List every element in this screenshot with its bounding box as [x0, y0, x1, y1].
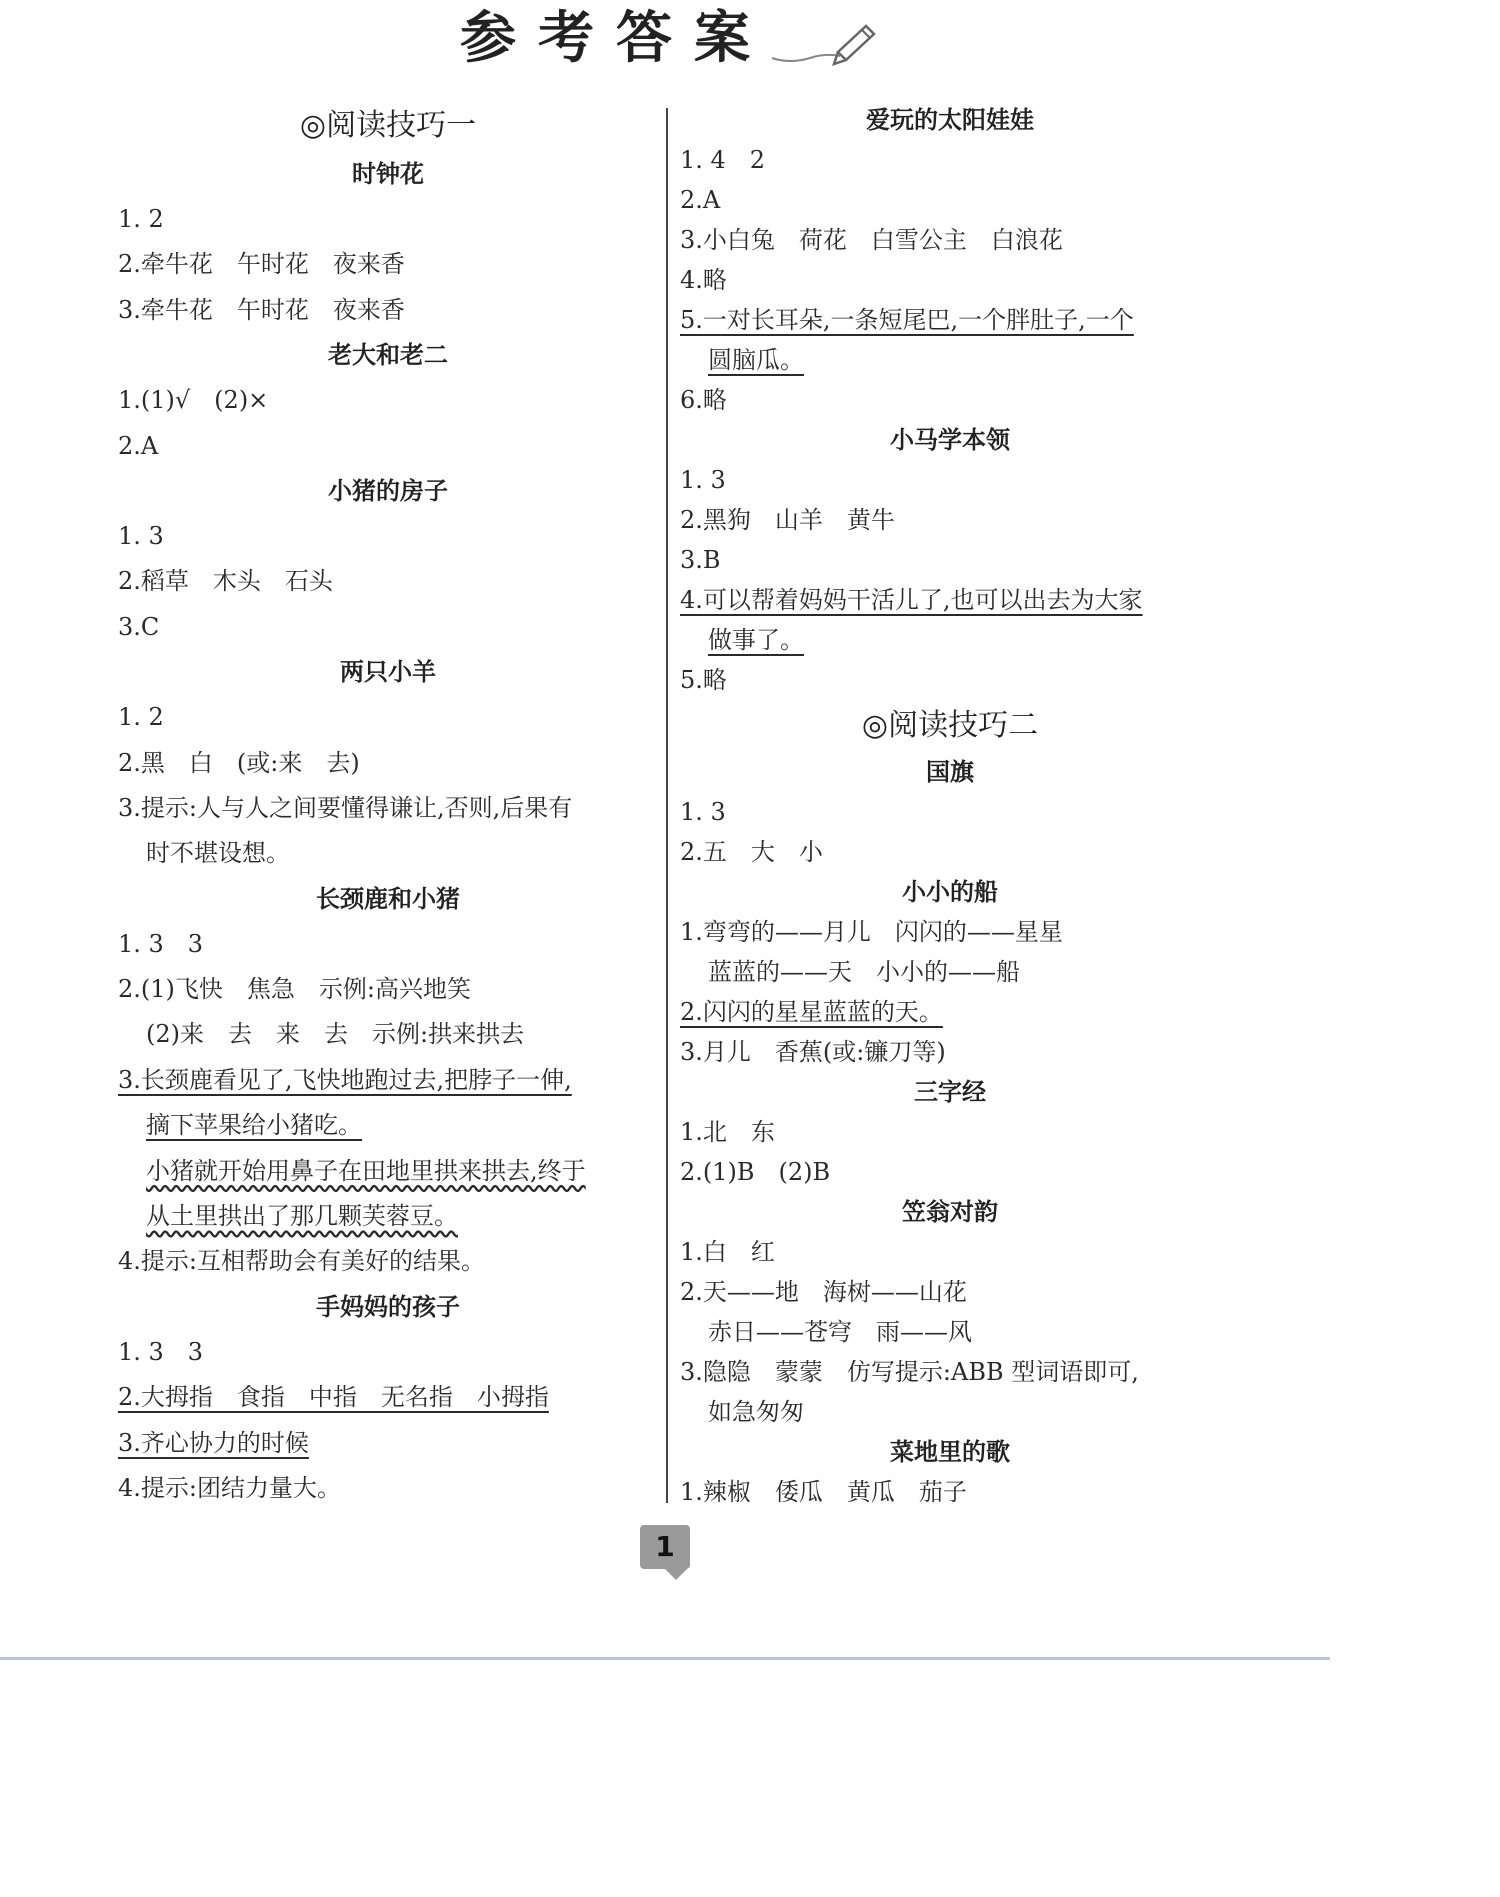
answer-line: 1. 3 3	[118, 1337, 204, 1366]
underlined-text: 从土里拱出了那几颗芙蓉豆。	[146, 1202, 458, 1231]
article-title: 小马学本领	[890, 426, 1010, 454]
underlined-text: 小猪就开始用鼻子在田地里拱来拱去,终于	[146, 1156, 586, 1185]
answer-line: 6.略	[680, 386, 727, 414]
answer-line	[680, 992, 1220, 1032]
answer-line: 3.B	[680, 546, 721, 574]
answer-line-continuation: (2)来 去 来 去 示例:拱来拱去	[146, 1020, 525, 1049]
answer-line: 2.牵牛花 午时花 夜来香	[118, 250, 405, 279]
article-title: 笠翁对韵	[902, 1198, 998, 1226]
answer-line: 2.(1)飞快 焦急 示例:高兴地笑	[118, 975, 471, 1004]
answer-line: 3.牵牛花 午时花 夜来香	[118, 295, 405, 324]
answer-line	[680, 300, 1220, 340]
answer-line	[118, 1375, 658, 1420]
underlined-text: 圆脑瓜。	[708, 346, 804, 374]
answer-line: 3.隐隐 蒙蒙 仿写提示:ABB 型词语即可,	[680, 1358, 1139, 1386]
bottom-rule	[0, 1657, 1330, 1660]
article-title: 时钟花	[352, 160, 424, 188]
answer-line	[118, 1421, 658, 1466]
article-title: 国旗	[926, 758, 974, 786]
underlined-text: 3.长颈鹿看见了,飞快地跑过去,把脖子一伸,	[118, 1065, 572, 1094]
answer-line: 1.北 东	[680, 1118, 775, 1146]
answer-line-continuation: 时不堪设想。	[146, 839, 290, 868]
underlined-text: 4.可以帮着妈妈干活儿了,也可以出去为大家	[680, 586, 1143, 614]
article-title: 老大和老二	[328, 341, 448, 370]
article-title: 爱玩的太阳娃娃	[866, 106, 1034, 134]
answer-line-continuation	[118, 1103, 658, 1148]
answer-line: 1.弯弯的——月儿 闪闪的——星星	[680, 918, 1063, 946]
answer-line-continuation	[680, 620, 1220, 660]
article-title: 两只小羊	[340, 658, 436, 687]
answer-line: 1.辣椒 倭瓜 黄瓜 茄子	[680, 1478, 967, 1506]
underlined-text: 5.一对长耳朵,一条短尾巴,一个胖肚子,一个	[680, 306, 1134, 334]
answer-line: 4.提示:团结力量大。	[118, 1473, 341, 1502]
answer-line	[118, 1058, 658, 1103]
underlined-text: 摘下苹果给小猪吃。	[146, 1111, 362, 1140]
answer-line-continuation: 如急匆匆	[708, 1398, 804, 1426]
right-column	[680, 100, 1220, 1512]
answer-line: 1. 3 3	[118, 929, 204, 958]
answer-line: 2.黑 白 (或:来 去)	[118, 748, 360, 777]
page-badge-tail	[662, 1566, 690, 1580]
answer-line: 1. 3	[118, 521, 164, 550]
answer-line: 2.(1)B (2)B	[680, 1158, 831, 1186]
column-divider	[666, 108, 668, 1503]
left-column	[118, 100, 658, 1511]
answer-line: 2.五 大 小	[680, 838, 823, 866]
answer-line: 5.略	[680, 666, 727, 694]
answer-line: 3.提示:人与人之间要懂得谦让,否则,后果有	[118, 793, 573, 822]
answer-line: 4.略	[680, 266, 727, 294]
answer-line: 2.天——地 海树——山花	[680, 1278, 967, 1306]
answer-line: 3.小白兔 荷花 白雪公主 白浪花	[680, 226, 1063, 254]
answer-line-continuation	[118, 1149, 658, 1194]
article-title: 菜地里的歌	[890, 1438, 1010, 1466]
underlined-text: 做事了。	[708, 626, 804, 654]
article-title: 长颈鹿和小猪	[316, 884, 460, 913]
article-title: 三字经	[914, 1078, 986, 1106]
answer-line: 2.A	[680, 186, 721, 214]
answer-line-continuation	[118, 1194, 658, 1239]
article-title: 小小的船	[902, 878, 998, 906]
answer-line: 2.稻草 木头 石头	[118, 567, 333, 596]
answer-line: 2.黑狗 山羊 黄牛	[680, 506, 895, 534]
answer-line-continuation	[680, 340, 1220, 380]
underlined-text: 3.齐心协力的时候	[118, 1428, 309, 1457]
underlined-text: 2.闪闪的星星蓝蓝的天。	[680, 998, 943, 1026]
page-number: 1	[640, 1525, 690, 1569]
page-title: 参考答案	[460, 6, 772, 71]
article-title: 小猪的房子	[328, 476, 448, 505]
section-heading: ◎阅读技巧二	[861, 708, 1039, 743]
answer-line: 1. 2	[118, 703, 164, 732]
underlined-text: 2.大拇指 食指 中指 无名指 小拇指	[118, 1383, 549, 1412]
answer-line: 1.白 红	[680, 1238, 775, 1266]
answer-line-continuation: 赤日——苍穹 雨——风	[708, 1318, 972, 1346]
answer-line: 1. 3	[680, 466, 726, 494]
answer-line	[680, 580, 1220, 620]
answer-line-continuation: 蓝蓝的——天 小小的——船	[708, 958, 1020, 986]
pencil-icon	[770, 18, 880, 68]
answer-line: 3.月儿 香蕉(或:镰刀等)	[680, 1038, 946, 1066]
article-title: 手妈妈的孩子	[316, 1292, 460, 1321]
answer-line: 1. 3	[680, 798, 726, 826]
answer-line: 1.(1)√ (2)×	[118, 386, 269, 415]
answer-line: 1. 2	[118, 205, 164, 233]
section-heading: ◎阅读技巧一	[299, 108, 477, 143]
answer-line: 3.C	[118, 612, 160, 641]
answer-line: 2.A	[118, 431, 159, 460]
answer-line: 4.提示:互相帮助会有美好的结果。	[118, 1247, 485, 1276]
answer-line: 1. 4 2	[680, 146, 766, 174]
